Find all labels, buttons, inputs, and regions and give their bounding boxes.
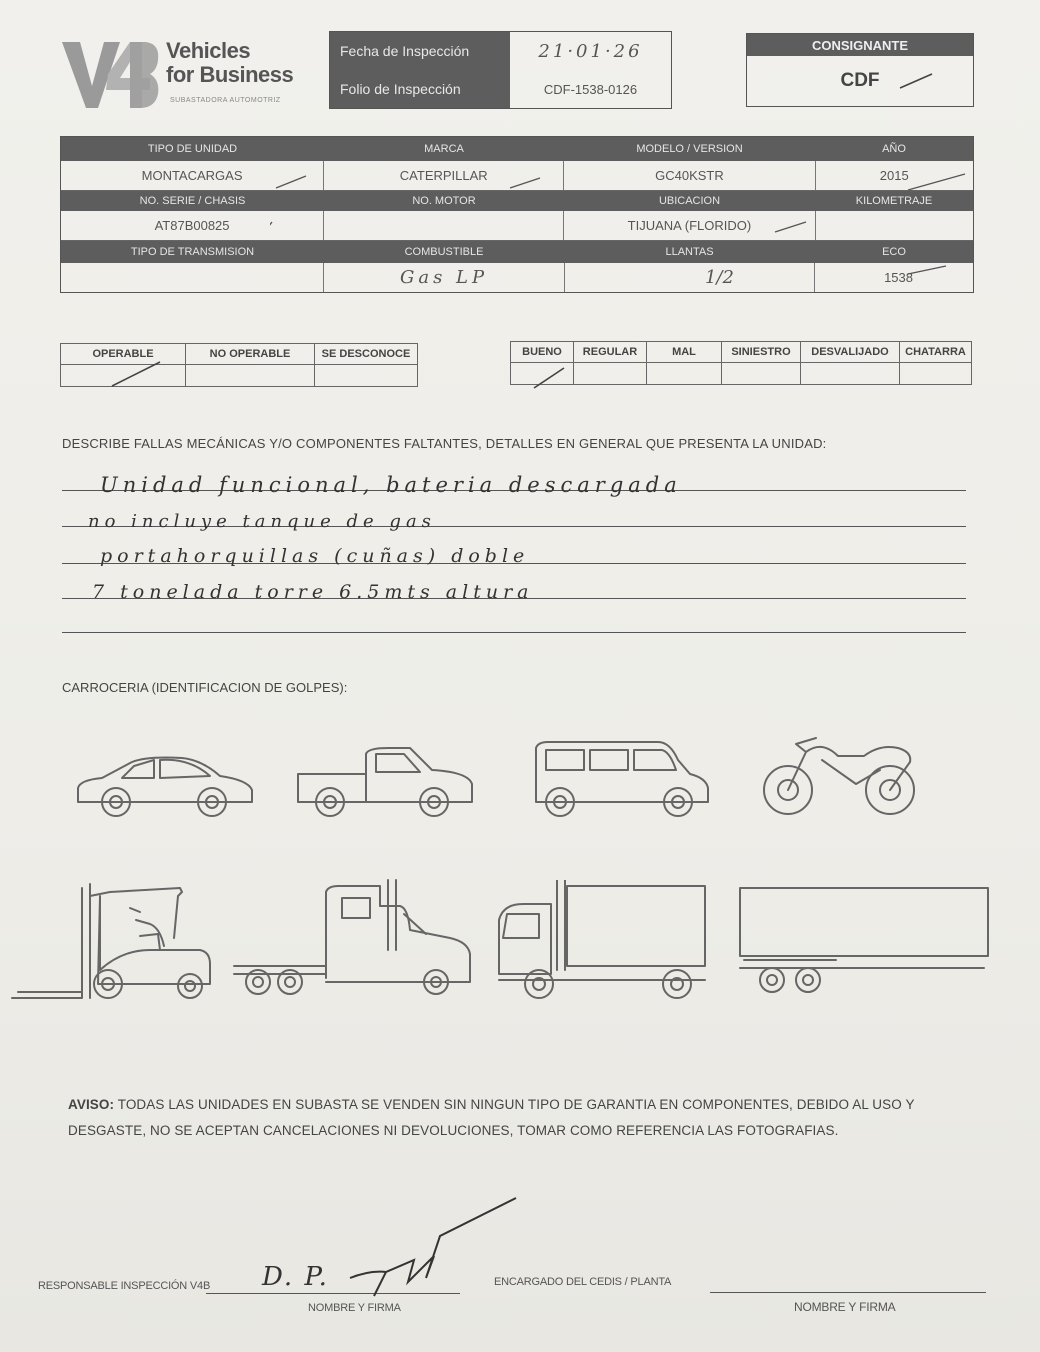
signature-scribble-icon	[330, 1196, 520, 1300]
consignante-box	[746, 33, 974, 107]
description-text-2[interactable]: no incluye tanque de gas	[88, 511, 436, 532]
option-no-operable[interactable]: NO OPERABLE	[186, 344, 315, 365]
sedan-icon[interactable]	[72, 752, 257, 822]
forklift-icon[interactable]	[10, 880, 215, 1010]
pickup-icon[interactable]	[292, 744, 477, 822]
van-icon[interactable]	[528, 738, 713, 822]
checkbox-regular[interactable]	[574, 363, 647, 385]
fecha-value[interactable]: 21·01·26	[538, 40, 643, 62]
ubicacion-cell[interactable]: TIJUANA (FLORIDO)	[564, 211, 815, 240]
checkbox-chatarra[interactable]	[900, 363, 972, 385]
description-line	[62, 632, 966, 633]
logo-tagline: SUBASTADORA AUTOMOTRIZ	[170, 97, 281, 104]
description-text-1[interactable]: Unidad funcional, bateria descargada	[100, 473, 682, 497]
option-chatarra[interactable]: CHATARRA	[900, 342, 972, 363]
description-title: DESCRIBE FALLAS MECÁNICAS Y/O COMPONENTES FALTANTES, DETALLES EN GENERAL QUE PRESENTA LA UNIDAD:	[62, 436, 827, 451]
consignante-label: CONSIGNANTE	[747, 34, 973, 56]
encargado-label: ENCARGADO DEL CEDIS / PLANTA	[494, 1276, 672, 1288]
description-text-4[interactable]: 7 tonelada torre 6.5mts altura	[92, 581, 534, 603]
semi-truck-icon[interactable]	[230, 878, 475, 1004]
aviso-notice	[68, 1092, 978, 1144]
table-header-row	[61, 137, 973, 161]
header-cell: TIPO DE TRANSMISION	[130, 246, 255, 258]
check-mark-icon	[530, 366, 570, 392]
option-regular[interactable]: REGULAR	[574, 342, 647, 363]
tipo-unidad-cell[interactable]: MONTACARGAS	[61, 161, 324, 190]
header-cell: KILOMETRAJE	[855, 195, 933, 207]
header-cell: NO. SERIE / CHASIS	[139, 195, 246, 207]
trailer-icon[interactable]	[736, 884, 992, 1000]
box-truck-icon[interactable]	[493, 880, 713, 1004]
header-cell: MODELO / VERSION	[636, 143, 743, 155]
header-cell: COMBUSTIBLE	[404, 246, 484, 258]
combustible-cell[interactable]: Gas LP	[324, 263, 564, 292]
option-desvalijado[interactable]: DESVALIJADO	[801, 342, 900, 363]
check-mark-icon	[896, 70, 936, 94]
condition-table	[510, 341, 972, 385]
header-cell: TIPO DE UNIDAD	[147, 143, 238, 155]
folio-label: Folio de Inspección	[330, 70, 510, 108]
inspection-box	[329, 31, 672, 109]
eco-cell[interactable]: 1538	[884, 270, 913, 285]
checkbox-se-desconoce[interactable]	[315, 365, 418, 387]
motorcycle-icon[interactable]	[760, 734, 920, 820]
carroceria-title: CARROCERIA (IDENTIFICACION DE GOLPES):	[62, 680, 348, 695]
checkbox-mal[interactable]	[647, 363, 722, 385]
fecha-label: Fecha de Inspección	[330, 32, 510, 70]
header-cell: LLANTAS	[665, 246, 714, 258]
header-cell: UBICACION	[658, 195, 721, 207]
responsable-label: RESPONSABLE INSPECCIÓN V4B	[38, 1280, 211, 1292]
header-cell: AÑO	[882, 143, 906, 155]
logo-line2: for Business	[166, 62, 294, 87]
marca-cell[interactable]: CATERPILLAR	[324, 161, 564, 190]
check-mark-icon	[110, 360, 170, 390]
modelo-cell[interactable]: GC40KSTR	[564, 161, 815, 190]
consignante-text: CDF	[840, 70, 880, 91]
responsable-signature[interactable]: D. P.	[262, 1262, 329, 1292]
consignante-value[interactable]	[747, 56, 973, 106]
option-siniestro[interactable]: SINIESTRO	[722, 342, 801, 363]
description-text-3[interactable]: portahorquillas (cuñas) doble	[100, 545, 530, 567]
left-name-label: NOMBRE Y FIRMA	[308, 1302, 401, 1314]
header-cell: ECO	[882, 246, 906, 258]
anio-cell[interactable]: 2015	[879, 168, 909, 183]
checkbox-siniestro[interactable]	[722, 363, 801, 385]
aviso-label: AVISO:	[68, 1097, 115, 1112]
header-cell: NO. MOTOR	[412, 195, 476, 207]
option-bueno[interactable]: BUENO	[511, 342, 574, 363]
logo-line1: Vehicles	[166, 38, 251, 63]
signature-line	[710, 1292, 986, 1293]
folio-value[interactable]: CDF-1538-0126	[543, 81, 638, 97]
aviso-text: TODAS LAS UNIDADES EN SUBASTA SE VENDEN SIN NINGUN TIPO DE GARANTIA EN COMPONENTES, DEBIDO AL USO Y DESGASTE, NO SE ACEPTAN CANCELACIONES NI DEVOLUCIONES, TOMAR COMO REFERENCIA LAS FOTOGRAFIAS.	[68, 1097, 915, 1138]
v4b-logo-icon	[60, 34, 160, 114]
serie-cell[interactable]: AT87B00825	[61, 211, 324, 240]
checkbox-no-operable[interactable]	[186, 365, 315, 387]
option-mal[interactable]: MAL	[647, 342, 722, 363]
check-marks-icon	[270, 170, 970, 290]
header-cell: MARCA	[424, 143, 464, 155]
option-se-desconoce[interactable]: SE DESCONOCE	[315, 344, 418, 365]
right-name-label: NOMBRE Y FIRMA	[794, 1300, 896, 1314]
option-operable[interactable]: OPERABLE	[61, 344, 186, 365]
checkbox-desvalijado[interactable]	[801, 363, 900, 385]
llantas-cell[interactable]: 1/2	[565, 263, 816, 292]
